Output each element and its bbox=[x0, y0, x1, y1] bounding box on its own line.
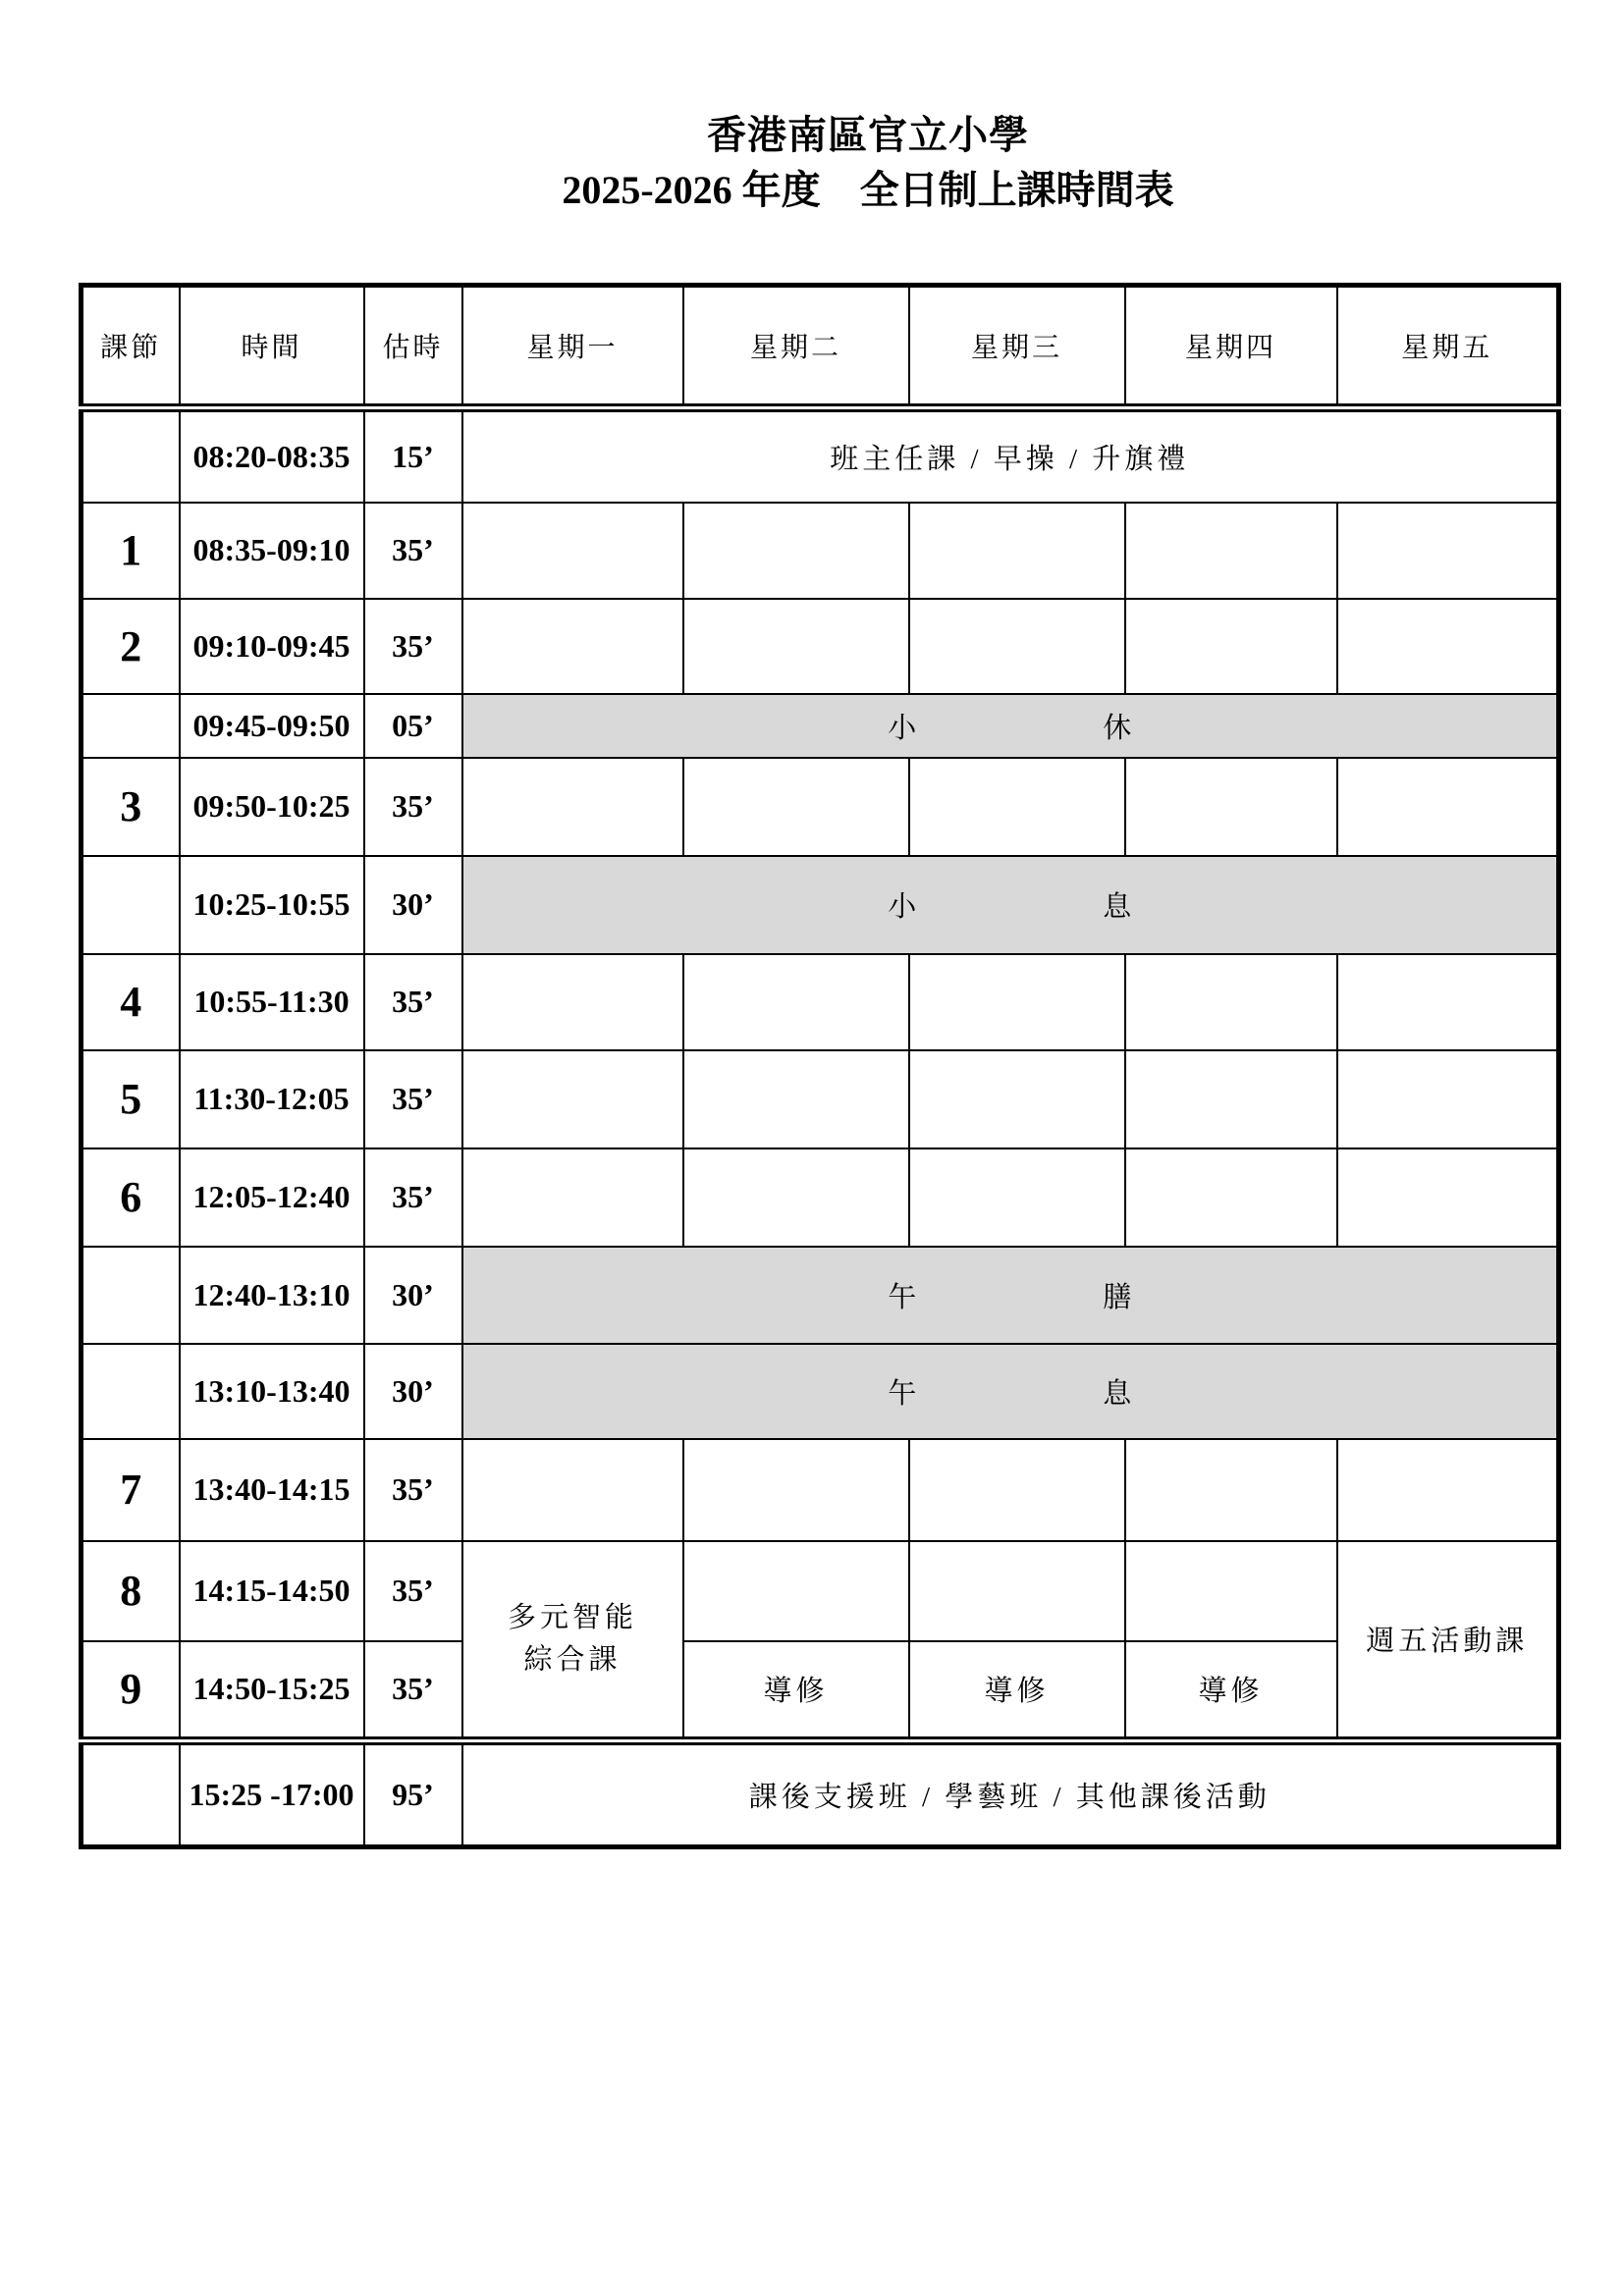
period-number bbox=[81, 856, 180, 954]
thursday-cell bbox=[1125, 1439, 1337, 1541]
time-range: 11:30-12:05 bbox=[180, 1050, 364, 1148]
wednesday-cell bbox=[909, 758, 1125, 856]
schedule-row bbox=[81, 1050, 1559, 1148]
friday-cell bbox=[1337, 1439, 1559, 1541]
duration: 30’ bbox=[364, 1344, 462, 1439]
time-range: 09:10-09:45 bbox=[180, 599, 364, 694]
school-name: 香港南區官立小學 bbox=[707, 113, 1029, 157]
thursday-cell: 導修 bbox=[1125, 1641, 1337, 1741]
time-range: 15:25 -17:00 bbox=[180, 1741, 364, 1847]
monday-cell bbox=[462, 758, 683, 856]
tuesday-cell bbox=[683, 758, 909, 856]
break-cell bbox=[462, 1344, 1559, 1439]
duration: 35’ bbox=[364, 1439, 462, 1541]
period-number: 7 bbox=[81, 1439, 180, 1541]
break-label-char: 息 bbox=[1103, 1377, 1132, 1410]
break-label-char: 膳 bbox=[1103, 1281, 1132, 1313]
time-range: 12:40-13:10 bbox=[180, 1247, 364, 1344]
wednesday-cell bbox=[909, 1148, 1125, 1247]
thursday-cell bbox=[1125, 954, 1337, 1050]
period-number: 1 bbox=[81, 503, 180, 599]
header-duration: 估時 bbox=[364, 286, 462, 408]
period-number: 4 bbox=[81, 954, 180, 1050]
break-cell bbox=[462, 1247, 1559, 1344]
schedule-row bbox=[81, 1148, 1559, 1247]
break-label-char: 休 bbox=[1103, 712, 1132, 744]
header-wednesday: 星期三 bbox=[909, 286, 1125, 408]
break-label bbox=[463, 1371, 1557, 1412]
period-number bbox=[81, 1344, 180, 1439]
time-range: 08:20-08:35 bbox=[180, 408, 364, 503]
duration: 35’ bbox=[364, 1541, 462, 1641]
friday-cell bbox=[1337, 954, 1559, 1050]
wednesday-cell bbox=[909, 954, 1125, 1050]
period-number: 8 bbox=[81, 1541, 180, 1641]
schedule-row bbox=[81, 1439, 1559, 1541]
friday-cell bbox=[1337, 1050, 1559, 1148]
friday-merged-cell: 週五活動課 bbox=[1337, 1541, 1559, 1741]
tuesday-cell bbox=[683, 954, 909, 1050]
wednesday-cell bbox=[909, 1050, 1125, 1148]
time-range: 08:35-09:10 bbox=[180, 503, 364, 599]
friday-cell bbox=[1337, 599, 1559, 694]
break-row bbox=[81, 856, 1559, 954]
time-range: 13:40-14:15 bbox=[180, 1439, 364, 1541]
monday-cell bbox=[462, 503, 683, 599]
activity-cell: 課後支援班 / 學藝班 / 其他課後活動 bbox=[462, 1741, 1559, 1847]
period-number bbox=[81, 694, 180, 758]
schedule-row bbox=[81, 758, 1559, 856]
activity-cell: 班主任課 / 早操 / 升旗禮 bbox=[462, 408, 1559, 503]
time-range: 14:50-15:25 bbox=[180, 1641, 364, 1741]
schedule-row bbox=[81, 954, 1559, 1050]
duration: 15’ bbox=[364, 408, 462, 503]
period-number bbox=[81, 1247, 180, 1344]
friday-cell bbox=[1337, 503, 1559, 599]
timetable bbox=[79, 283, 1561, 1849]
break-label-char: 小 bbox=[888, 712, 917, 744]
tuesday-cell bbox=[683, 1439, 909, 1541]
duration: 30’ bbox=[364, 1247, 462, 1344]
wednesday-cell bbox=[909, 1439, 1125, 1541]
monday-cell bbox=[462, 599, 683, 694]
monday-cell bbox=[462, 1148, 683, 1247]
header-time: 時間 bbox=[180, 286, 364, 408]
merged-text-line: 綜合課 bbox=[523, 1643, 622, 1676]
duration: 35’ bbox=[364, 954, 462, 1050]
break-row bbox=[81, 694, 1559, 758]
friday-cell bbox=[1337, 758, 1559, 856]
period-number: 9 bbox=[81, 1641, 180, 1741]
title-block bbox=[295, 110, 1441, 216]
period-number: 2 bbox=[81, 599, 180, 694]
thursday-cell bbox=[1125, 1148, 1337, 1247]
header-period: 課節 bbox=[81, 286, 180, 408]
time-range: 14:15-14:50 bbox=[180, 1541, 364, 1641]
break-label-char: 小 bbox=[888, 891, 917, 923]
header-friday: 星期五 bbox=[1337, 286, 1559, 408]
thursday-cell bbox=[1125, 1050, 1337, 1148]
tuesday-cell bbox=[683, 1050, 909, 1148]
duration: 35’ bbox=[364, 1641, 462, 1741]
schedule-row bbox=[81, 408, 1559, 503]
thursday-cell bbox=[1125, 758, 1337, 856]
wednesday-cell bbox=[909, 1541, 1125, 1641]
header-thursday: 星期四 bbox=[1125, 286, 1337, 408]
break-label bbox=[463, 706, 1557, 746]
schedule-row bbox=[81, 599, 1559, 694]
merged-text-line: 多元智能 bbox=[507, 1601, 637, 1633]
period-number: 5 bbox=[81, 1050, 180, 1148]
duration: 30’ bbox=[364, 856, 462, 954]
period-number: 6 bbox=[81, 1148, 180, 1247]
break-label bbox=[463, 884, 1557, 925]
duration: 35’ bbox=[364, 503, 462, 599]
monday-cell bbox=[462, 954, 683, 1050]
break-cell bbox=[462, 856, 1559, 954]
header-row bbox=[81, 286, 1559, 408]
period-number bbox=[81, 408, 180, 503]
time-range: 10:25-10:55 bbox=[180, 856, 364, 954]
time-range: 09:45-09:50 bbox=[180, 694, 364, 758]
duration: 95’ bbox=[364, 1741, 462, 1847]
schedule-row bbox=[81, 503, 1559, 599]
break-label bbox=[463, 1275, 1557, 1315]
duration: 05’ bbox=[364, 694, 462, 758]
time-range: 12:05-12:40 bbox=[180, 1148, 364, 1247]
monday-cell bbox=[462, 1050, 683, 1148]
thursday-cell bbox=[1125, 503, 1337, 599]
break-label-char: 息 bbox=[1103, 891, 1132, 923]
break-row bbox=[81, 1247, 1559, 1344]
tuesday-cell bbox=[683, 1541, 909, 1641]
break-label-char: 午 bbox=[888, 1281, 917, 1313]
period-number: 3 bbox=[81, 758, 180, 856]
wednesday-cell: 導修 bbox=[909, 1641, 1125, 1741]
schedule-row bbox=[81, 1541, 1559, 1641]
duration: 35’ bbox=[364, 1148, 462, 1247]
header-tuesday: 星期二 bbox=[683, 286, 909, 408]
break-row bbox=[81, 1344, 1559, 1439]
monday-merged-cell bbox=[462, 1541, 683, 1741]
timetable-title: 2025-2026 年度 全日制上課時間表 bbox=[562, 168, 1174, 212]
tuesday-cell bbox=[683, 1148, 909, 1247]
monday-cell bbox=[462, 1439, 683, 1541]
time-range: 09:50-10:25 bbox=[180, 758, 364, 856]
tuesday-cell bbox=[683, 503, 909, 599]
duration: 35’ bbox=[364, 599, 462, 694]
break-cell bbox=[462, 694, 1559, 758]
duration: 35’ bbox=[364, 758, 462, 856]
period-number bbox=[81, 1741, 180, 1847]
break-label-char: 午 bbox=[888, 1377, 917, 1410]
thursday-cell bbox=[1125, 1541, 1337, 1641]
tuesday-cell: 導修 bbox=[683, 1641, 909, 1741]
header-monday: 星期一 bbox=[462, 286, 683, 408]
wednesday-cell bbox=[909, 599, 1125, 694]
tuesday-cell bbox=[683, 599, 909, 694]
wednesday-cell bbox=[909, 503, 1125, 599]
time-range: 13:10-13:40 bbox=[180, 1344, 364, 1439]
time-range: 10:55-11:30 bbox=[180, 954, 364, 1050]
duration: 35’ bbox=[364, 1050, 462, 1148]
monday-merged-text bbox=[463, 1597, 682, 1682]
friday-cell bbox=[1337, 1148, 1559, 1247]
thursday-cell bbox=[1125, 599, 1337, 694]
schedule-row bbox=[81, 1741, 1559, 1847]
